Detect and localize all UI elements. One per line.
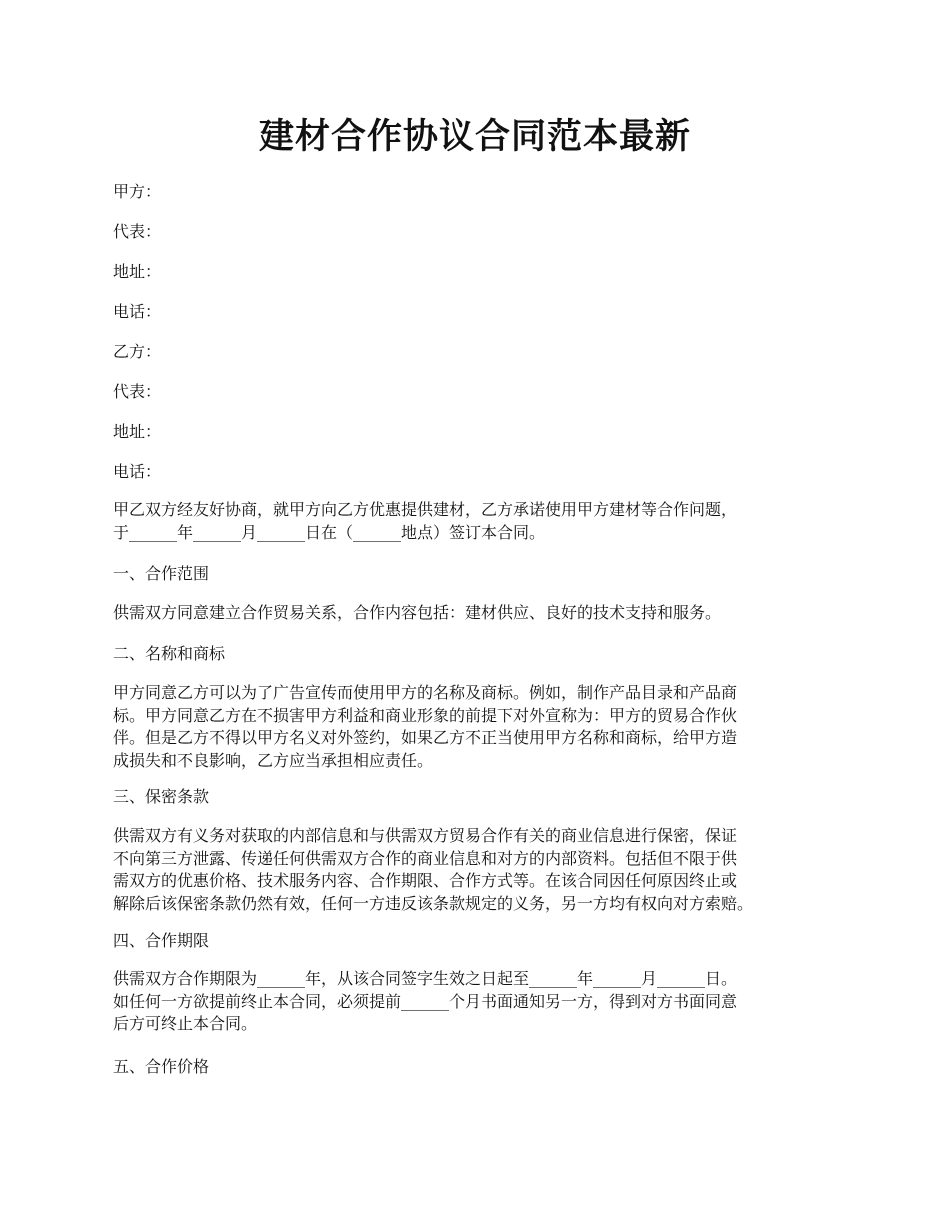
section-heading-confidentiality: 三、保密条款 <box>113 787 210 806</box>
paragraph-line: 解除后该保密条款仍然有效，任何一方违反该条款规定的义务，另一方均有权向对方索赔。 <box>113 893 754 913</box>
party-a-address: 地址： <box>113 262 162 281</box>
paragraph-line: 需双方的优惠价格、技术服务内容、合作期限、合作方式等。在该合同因任何原因终止或 <box>113 871 738 890</box>
paragraph-line: 甲方同意乙方可以为了广告宣传而使用甲方的名称及商标。例如，制作产品目录和产品商 <box>113 683 738 702</box>
section-body-name-trademark <box>113 682 849 772</box>
intro-paragraph <box>113 499 849 544</box>
section-body-term <box>113 968 849 1036</box>
paragraph-line: 于______年______月______日在（______地点）签订本合同。 <box>113 522 546 542</box>
party-a-phone: 电话： <box>113 302 162 321</box>
paragraph-line: 甲乙双方经友好协商，就甲方向乙方优惠提供建材，乙方承诺使用甲方建材等合作问题， <box>113 500 738 519</box>
paragraph-line: 后方可终止本合同。 <box>113 1014 258 1033</box>
paragraph-line: 供需双方同意建立合作贸易关系，合作内容包括：建材供应、良好的技术支持和服务。 <box>113 603 722 622</box>
party-b-label: 乙方： <box>113 342 162 361</box>
party-b-representative: 代表： <box>113 382 162 401</box>
party-a-representative: 代表： <box>113 222 162 241</box>
paragraph-line: 成损失和不良影响，乙方应当承担相应责任。 <box>113 750 434 770</box>
document-title: 建材合作协议合同范本最新 <box>258 116 691 157</box>
section-heading-name-trademark: 二、名称和商标 <box>113 644 226 663</box>
section-body-confidentiality <box>113 825 849 915</box>
party-a-label: 甲方： <box>113 182 162 201</box>
section-heading-scope: 一、合作范围 <box>113 564 210 583</box>
paragraph-line: 供需双方合作期限为______年，从该合同签字生效之日起至______年______月______日。 <box>113 969 738 988</box>
party-b-phone: 电话： <box>113 462 162 481</box>
section-body-scope <box>113 602 849 625</box>
paragraph-line: 如任何一方欲提前终止本合同，必须提前______个月书面通知另一方，得到对方书面同意 <box>113 991 738 1011</box>
paragraph-line: 伴。但是乙方不得以甲方名义对外签约，如果乙方不正当使用甲方名称和商标，给甲方造 <box>113 728 738 747</box>
paragraph-line: 不向第三方泄露、传递任何供需双方合作的商业信息和对方的内部资料。包括但不限于供 <box>113 848 738 868</box>
party-b-address: 地址： <box>113 422 162 441</box>
section-heading-term: 四、合作期限 <box>113 931 210 950</box>
paragraph-line: 供需双方有义务对获取的内部信息和与供需双方贸易合作有关的商业信息进行保密，保证 <box>113 826 738 845</box>
paragraph-line: 标。甲方同意乙方在不损害甲方利益和商业形象的前提下对外宣称为：甲方的贸易合作伙 <box>113 705 738 725</box>
section-heading-price: 五、合作价格 <box>113 1057 210 1076</box>
